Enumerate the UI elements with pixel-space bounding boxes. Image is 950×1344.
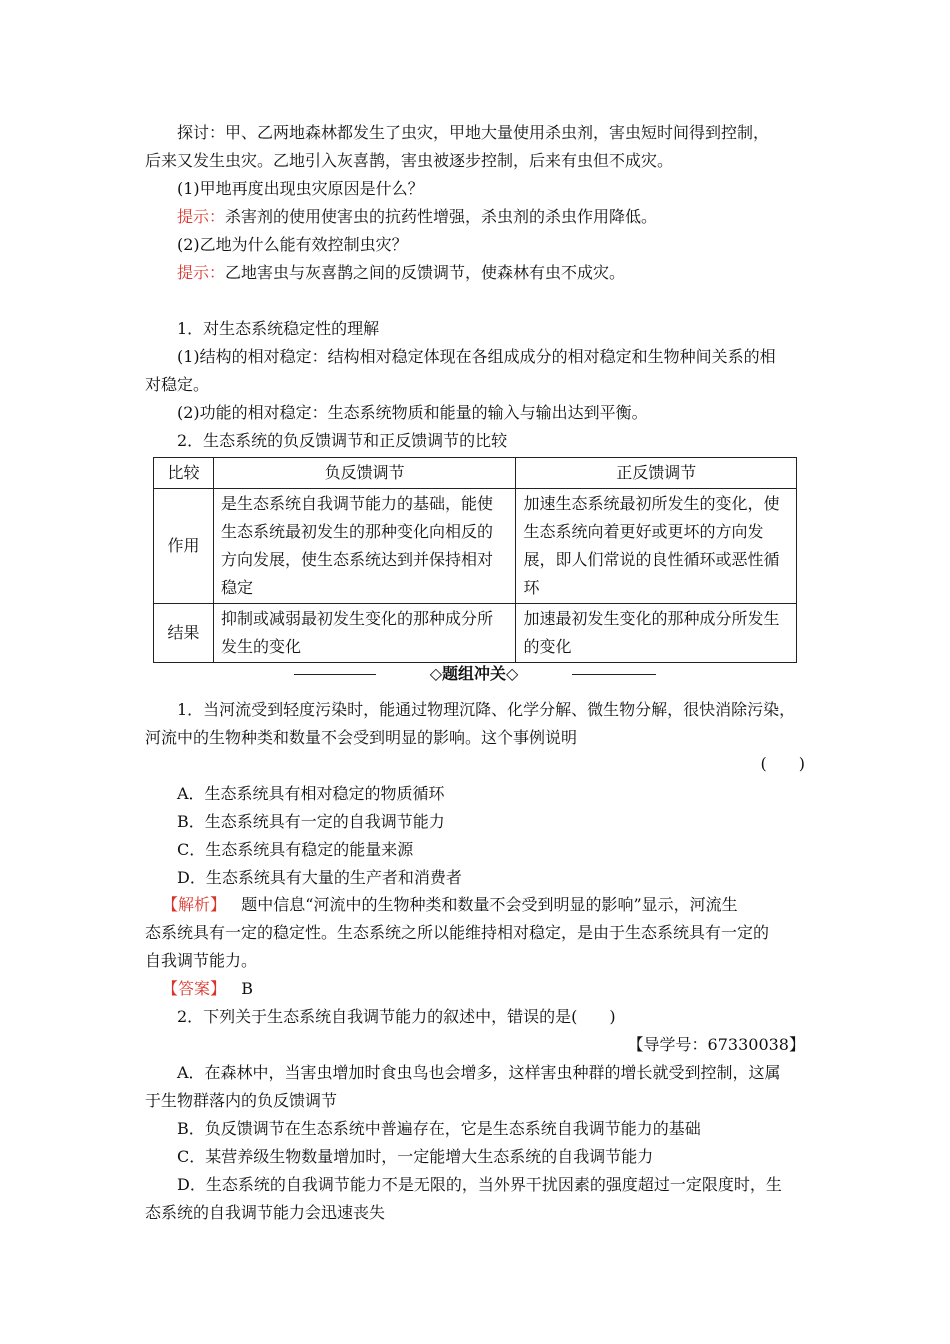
discussion-intro-line1: 探讨：甲、乙两地森林都发生了虫灾，甲地大量使用杀虫剂，害虫短时间得到控制， <box>177 123 770 142</box>
hint-label: 提示： <box>177 263 226 282</box>
q2-option-d-line1: D．生态系统的自我调节能力不是无限的，当外界干扰因素的强度超过一定限度时，生 <box>177 1175 782 1194</box>
discussion-hint-2 <box>177 261 805 285</box>
comparison-table <box>153 457 797 663</box>
q2-option-a-line2: 于生物群落内的负反馈调节 <box>145 1091 338 1110</box>
row-label-result: 结果 <box>154 604 214 663</box>
q2-guide-number: 【导学号：67330038】 <box>627 1035 805 1054</box>
q1-answer-paren: ( ) <box>760 754 805 773</box>
answer-value: B <box>241 979 254 998</box>
point-1-title: 1．对生态系统稳定性的理解 <box>177 319 380 338</box>
hint-label: 提示： <box>177 207 226 226</box>
q1-analysis-line2: 态系统具有一定的稳定性。生态系统之所以能维持相对稳定，是由于生态系统具有一定的 <box>145 923 770 942</box>
discussion-hint-1 <box>177 205 805 229</box>
point-1a-line2: 对稳定。 <box>145 375 210 394</box>
header-negative-feedback: 负反馈调节 <box>213 458 516 489</box>
q2-option-a-line1: A．在森林中，当害虫增加时食虫鸟也会增多，这样害虫种群的增长就受到控制，这属 <box>177 1063 781 1082</box>
q1-answer-line <box>162 977 805 1001</box>
table-header-row <box>154 458 797 489</box>
table-row <box>154 604 797 663</box>
positive-result-cell: 加速最初发生变化的那种成分所发生的变化 <box>516 604 797 663</box>
analysis-text: 题中信息“河流中的生物种类和数量不会受到明显的影响”显示，河流生 <box>241 895 738 914</box>
q2-option-d-line2: 态系统的自我调节能力会迅速丧失 <box>145 1203 386 1222</box>
section-title: ◇题组冲关◇ <box>429 664 519 683</box>
discussion-intro-line2: 后来又发生虫灾。乙地引入灰喜鹊，害虫被逐步控制，后来有虫但不成灾。 <box>145 151 674 170</box>
hint-answer-2: 乙地害虫与灰喜鹊之间的反馈调节，使森林有虫不成灾。 <box>225 263 626 282</box>
positive-function-cell: 加速生态系统最初所发生的变化，使生态系统向着更好或更坏的方向发展，即人们常说的良性循环或恶性循环 <box>516 489 797 604</box>
discussion-question-2: (2)乙地为什么能有效控制虫灾？ <box>177 235 408 254</box>
answer-label: 【答案】 <box>162 979 227 998</box>
section-banner <box>294 662 656 686</box>
q1-stem-line2: 河流中的生物种类和数量不会受到明显的影响。这个事例说明 <box>145 728 578 747</box>
hint-answer-1: 杀害剂的使用使害虫的抗药性增强，杀虫剂的杀虫作用降低。 <box>225 207 658 226</box>
banner-rule-left <box>294 674 376 675</box>
q2-option-c: C．某营养级生物数量增加时，一定能增大生态系统的自我调节能力 <box>177 1147 654 1166</box>
q2-stem: 2．下列关于生态系统自我调节能力的叙述中，错误的是( ) <box>177 1007 616 1026</box>
q1-option-a: A．生态系统具有相对稳定的物质循环 <box>177 784 445 803</box>
point-1b: (2)功能的相对稳定：生态系统物质和能量的输入与输出达到平衡。 <box>177 403 648 422</box>
point-2-title: 2．生态系统的负反馈调节和正反馈调节的比较 <box>177 431 508 450</box>
q1-option-b: B．生态系统具有一定的自我调节能力 <box>177 812 445 831</box>
q2-option-b: B．负反馈调节在生态系统中普遍存在，它是生态系统自我调节能力的基础 <box>177 1119 701 1138</box>
header-positive-feedback: 正反馈调节 <box>516 458 797 489</box>
negative-function-cell: 是生态系统自我调节能力的基础，能使生态系统最初发生的那种变化向相反的方向发展，使生态系统达到并保持相对稳定 <box>213 489 516 604</box>
q1-analysis-line1 <box>162 893 805 917</box>
discussion-question-1: (1)甲地再度出现虫灾原因是什么？ <box>177 179 424 198</box>
header-compare: 比较 <box>154 458 214 489</box>
banner-rule-right <box>572 674 656 675</box>
q1-option-c: C．生态系统具有稳定的能量来源 <box>177 840 414 859</box>
q1-stem-line1: 1．当河流受到轻度污染时，能通过物理沉降、化学分解、微生物分解，很快消除污染， <box>177 700 796 719</box>
q1-analysis-line3: 自我调节能力。 <box>145 951 258 970</box>
point-1a-line1: (1)结构的相对稳定：结构相对稳定体现在各组成成分的相对稳定和生物种间关系的相 <box>177 347 776 366</box>
q1-option-d: D．生态系统具有大量的生产者和消费者 <box>177 868 462 887</box>
row-label-function: 作用 <box>154 489 214 604</box>
table-row <box>154 489 797 604</box>
analysis-label: 【解析】 <box>162 895 227 914</box>
negative-result-cell: 抑制或减弱最初发生变化的那种成分所发生的变化 <box>213 604 516 663</box>
